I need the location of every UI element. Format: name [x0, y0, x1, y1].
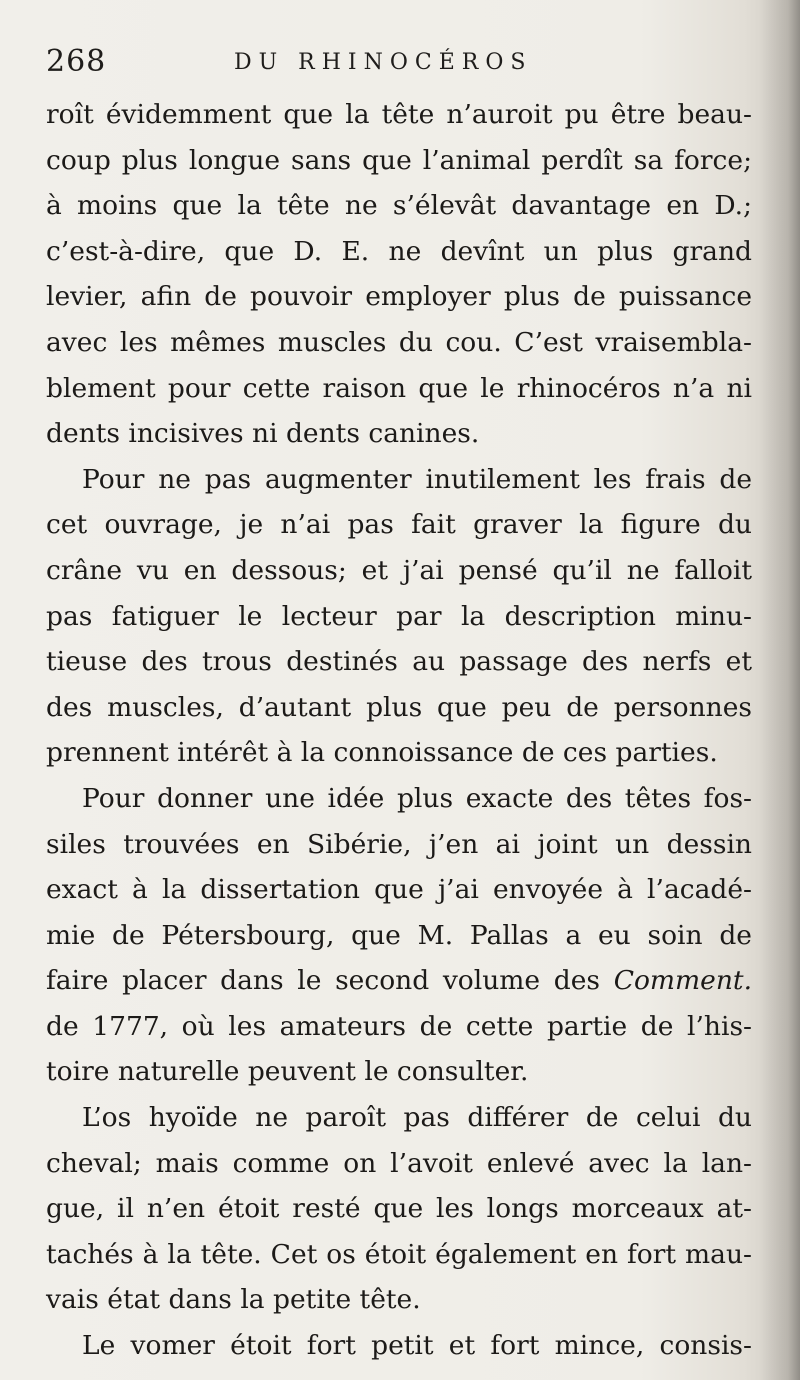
text-line: prennent intérêt à la connoissance de ces parties.	[46, 737, 718, 769]
text-line: à moins que la tête ne s’élevât davantage en D.;	[46, 190, 752, 222]
text-line: siles trouvées en Sibérie, j’en ai joint un dessin	[46, 828, 752, 860]
page-number: 268	[46, 44, 107, 79]
text-line	[46, 958, 752, 1004]
text-line: blement pour cette raison que le rhinocéros n’a ni	[46, 372, 752, 404]
text-line: cheval; mais comme on l’avoit enlevé avec la lan-	[46, 1147, 752, 1179]
page-header	[46, 44, 766, 84]
text-line: avec les mêmes muscles du cou. C’est vraisembla-	[46, 326, 752, 358]
body-text	[46, 92, 752, 1369]
text-line: roît évidemment que la tête n’auroit pu être beau-	[46, 99, 752, 130]
text-line: gue, il n’en étoit resté que les longs morceaux at-	[46, 1193, 752, 1225]
text-line: tachés à la tête. Cet os étoit également en fort mau-	[46, 1238, 752, 1270]
text-line: Pour ne pas augmenter inutilement les frais de	[82, 463, 752, 495]
text-line: de 1777, où les amateurs de cette partie de l’his-	[46, 1010, 752, 1042]
text-line: exact à la dissertation que j’ai envoyée à l’acadé-	[46, 874, 752, 906]
text-line: crâne vu en dessous; et j’ai pensé qu’il ne falloit	[46, 554, 752, 586]
text-line: Pour donner une idée plus exacte des têtes fos-	[82, 782, 752, 814]
text-line: L’os hyoïde ne paroît pas différer de celui du	[82, 1102, 752, 1134]
text-fragment: faire placer dans le second volume des	[46, 965, 614, 997]
text-line: tieuse des trous destinés au passage des nerfs et	[46, 646, 752, 678]
text-line: pas fatiguer le lecteur par la description minu-	[46, 600, 752, 632]
text-line: mie de Pétersbourg, que M. Pallas a eu soin de	[46, 919, 752, 951]
text-line: dents incisives ni dents canines.	[46, 418, 480, 450]
text-line: coup plus longue sans que l’animal perdît sa force;	[46, 144, 752, 176]
text-line: toire naturelle peuvent le consulter.	[46, 1056, 529, 1088]
running-head: DU RHINOCÉROS	[234, 50, 533, 75]
italic-fragment: Comment.	[613, 965, 752, 997]
text-line: levier, afin de pouvoir employer plus de puissance	[46, 281, 752, 313]
text-line: Le vomer étoit fort petit et fort mince, consis-	[82, 1330, 752, 1362]
page-edge-shadow	[760, 0, 800, 1380]
text-line: vais état dans la petite tête.	[46, 1284, 421, 1316]
text-line: c’est-à-dire, que D. E. ne devînt un plus grand	[46, 235, 752, 267]
text-line: des muscles, d’autant plus que peu de personnes	[46, 691, 752, 723]
text-line: cet ouvrage, je n’ai pas fait graver la figure du	[46, 509, 752, 541]
